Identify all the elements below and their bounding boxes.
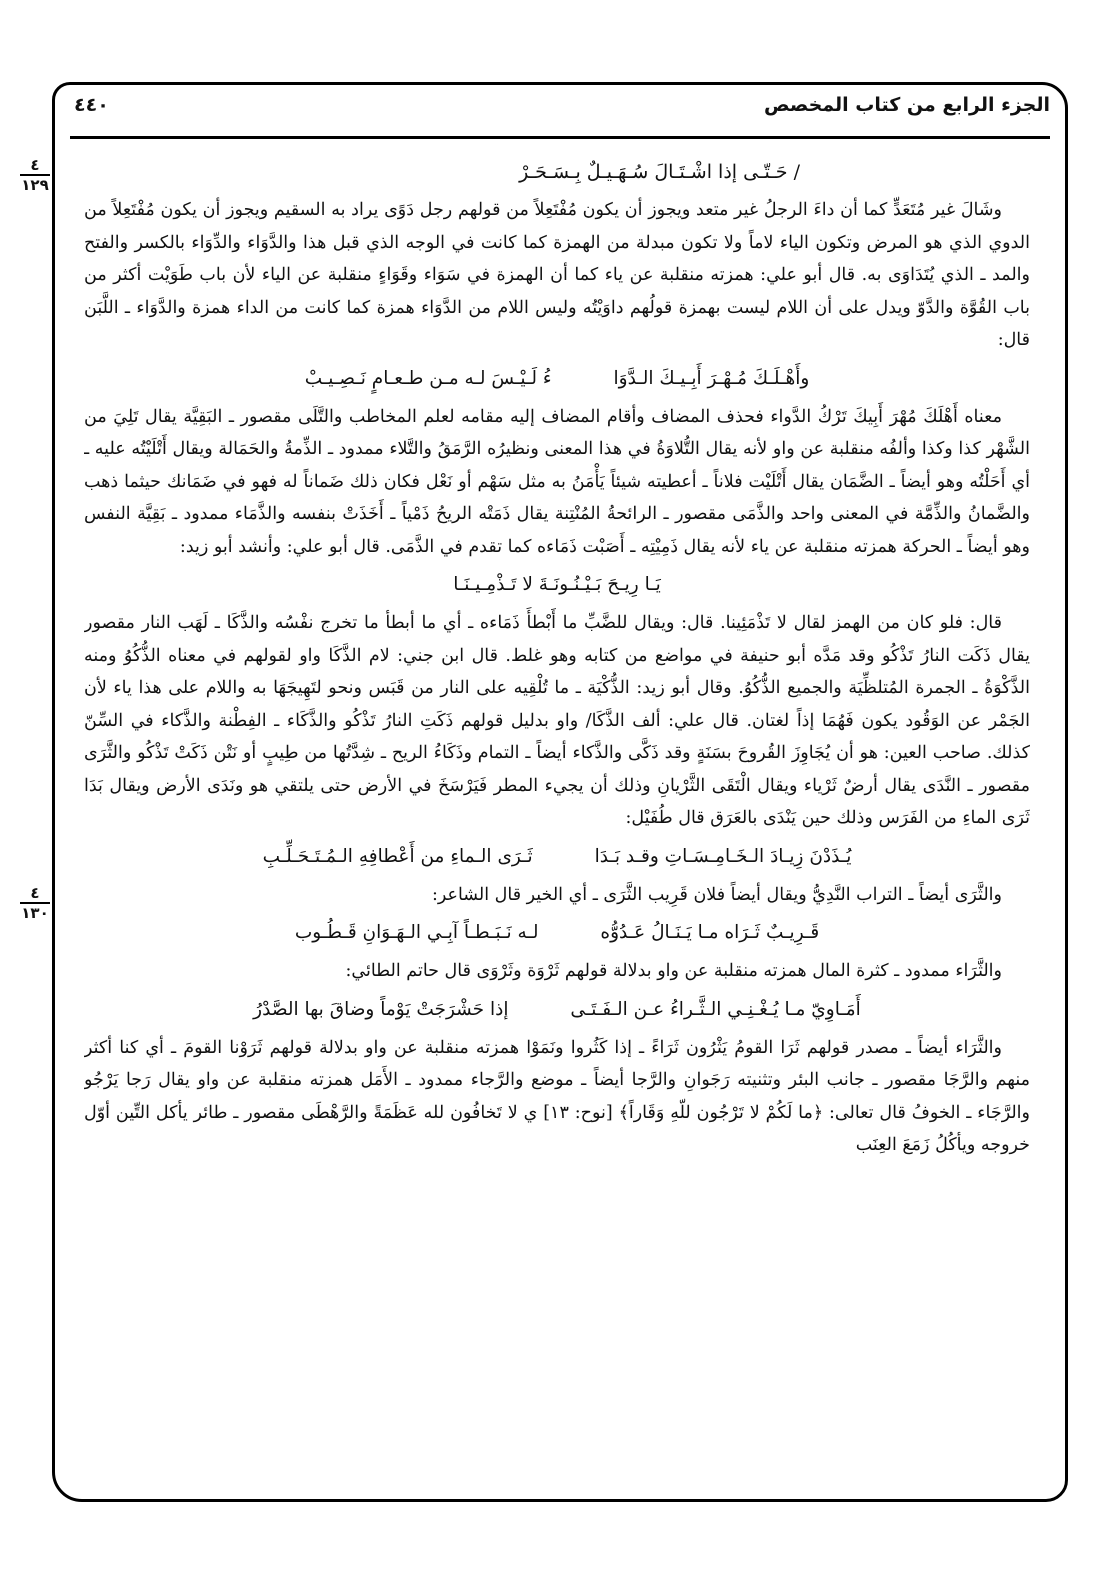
verse-first-hemistich: وأَهْـلَـكَ مُـهْـرَ أَبِـيـكَ الـدَّوَا [613, 367, 810, 389]
margin-mark-volume: ٤ [20, 158, 50, 176]
verse-second-hemistich: إذا حَشْرَجَتْ يَوْماً وضاقَ بها الصَّدْرُ [253, 998, 509, 1020]
verse-couplet [84, 357, 1030, 401]
verse-couplet [84, 911, 1030, 955]
margin-mark-page: ١٢٩ [21, 176, 49, 194]
header-rule [70, 136, 1050, 139]
verse-couplet [84, 835, 1030, 879]
page-body [84, 150, 1030, 1480]
margin-reference-mark [20, 158, 50, 192]
margin-mark-volume: ٤ [20, 886, 50, 904]
verse-line: / حَـتّـى إذا اشْـتَـالَ سُـهَـيـلٌ بِـسَـحَـرْ [519, 161, 800, 183]
margin-reference-mark [20, 886, 50, 920]
verse-second-hemistich: ءُ لَـيْـسَ لـه مـن طـعـامٍ نَـصِـيـبْ [304, 367, 552, 389]
verse-couplet [84, 988, 1030, 1032]
verse-second-hemistich: لـه نَـبَـطـاً آبِـي الـهَـوَانِ قَـطُـوب [294, 922, 539, 943]
verse-first-hemistich: أَمَـاوِيّ مـا يُـغْـنِـي الـثَّـراءُ عـن الـفَـتَـى [570, 998, 861, 1020]
page-number: ٤٤٠ [74, 94, 109, 116]
verse-second-hemistich: ثَـرَى الـماءِ من أَعْطافِهِ الـمُـتَـحَـلِّـبِ [262, 845, 533, 867]
body-paragraph: قال: فلو كان من الهمز لقال لا تَذْمَئِينا. قال: ويقال للضَّبِّ ما أَبْطأَ ذَمَاءه ـ أي ما أبطأ ما تخرج نفْسُه والذَّكَا ـ لَهَب النار مقصور يقال ذَكَت النارُ تَذْكُو وقد مَدَّه أبو حنيفة في مواضع من كتابه وهو غلط. قال ابن جني: لام الذَّكَا واو لقولهم في معناه الذُّكُوُ ومنه الذَّكْوَةُ ـ الجمرة المُتلظِّيَة والجميع الذُّكُوُ. وقال أبو زيد: الذُّكْيَة ـ ما تُلْقِيه على النار من قَبَس ونحو لتَهِيجَهَا به واللام على هذا ياء لأن الجَمْر عن الوَقُود يكون فَهُمَا إذاً لغتان. قال علي: ألف الذَّكَا/ واو بدليل قولهم ذَكَتِ النارُ تَذْكُو والذَّكَاء ـ الفِطْنة والذَّكاء في السِّنّ كذلك. صاحب العين: هو أن يُجَاوِزَ القُروحَ بسَنَةٍ وقد ذَكَّى والذَّكاء أيضاً ـ التمام وذَكَاءُ الريح ـ شِدَّتُها من طِيبٍ أو نَتْن ذَكَتْ تَذْكُو والثَّرَى مقصور ـ النَّدَى يقال أرضٌ ثَرْياء ويقال الْتَقَى الثَّرْيانِ وذلك أن يجيء المطر فَيَرْسَخَ في الأرض حتى يلتقي هو ونَدَى الأرض ويقال بَدَا ثَرَى الماءِ من الفَرَس وذلك حين يَنْدَى بالعَرَق قال طُفَيْل: [84, 613, 1030, 828]
body-paragraph: والثَّرَاء أيضاً ـ مصدر قولهم ثَرَا القومُ يَثْرُون ثَرَاءً ـ إذا كَثُروا ونَمَوْا همزته منقلبة عن واو بدلالة قولهم ثَرَوْنا القومَ ـ أي كنا أكثر منهم والرَّجَا مقصور ـ جانب البئر وتثنيته رَجَوانِ والرَّجا أيضاً ـ موضع والرَّجاء ممدود ـ الأَمَل همزته منقلبة عن واو يقال رَجا يَرْجُو والرَّجَاء ـ الخوفُ قال تعالى: ﴿ما لَكُمْ لا تَرْجُون للّهِ وَقَاراً﴾ [نوح: ١٣] ي لا تَخافُون لله عَظَمَةً والرَّهْطَى مقصور ـ طائر يأكل التِّين أوّل خروجه ويأكُلُ زَمَعَ العِنَب [84, 1037, 1030, 1155]
verse-line: يَـا رِيـحَ بَـيْـنُـونَـةَ لا تَـذْمِـيـنَـا [453, 574, 661, 595]
body-paragraph: والثَّرَى أيضاً ـ التراب النَّدِيُّ ويقال أيضاً فلان قَرِيب الثَّرَى ـ أي الخير قال الشاعر: [431, 884, 1002, 905]
body-paragraph: وشَالَ غير مُتَعَدٍّ كما أن داءَ الرجلُ غير متعد ويجوز أن يكون مُفْتَعِلاً من قولهم رجل دَوًى يراد به السقيم ويجوز أن يكون مُفْتَعِلاً من الدوي الذي هو المرض وتكون الياء لاماً ولا تكون مبدلة من الهمزة كما كانت في الوجه الذي قبل هذا والدَّوَاء والدِّوَاء بالكسر والفتح والمد ـ الذي يُتَدَاوَى به. قال أبو علي: همزته منقلبة عن ياء كما أن الهمزة في سَوَاء وقَوَاءٍ منقلبة عن الياء لأن باب طَوَيْت أكثر من باب القُوَّة والدَّوّ ويدل على أن اللام ليست بهمزة قولُهم داوَيْتُه وليس اللام من الدَّوَاء همزة كما كانت من الداء همزة والدَّوَاء ـ اللَّبَن قال: [84, 200, 1030, 350]
body-paragraph: والثَّرَاء ممدود ـ كثرة المال همزته منقلبة عن واو بدلالة قولهم ثَرْوَة وثَرْوَى قال حاتم الطائي: [345, 961, 1002, 981]
margin-mark-page: ١٣٠ [21, 904, 49, 922]
page-header [70, 92, 1050, 128]
verse-first-hemistich: يُـذَدْنَ زِيـادَ الـخَـامِـسَـاتِ وقـد بَـدَا [594, 845, 852, 867]
verse-first-hemistich: قَـرِيـبٌ ثَـرَاه مـا يَـنَـالُ عَـدُوُّه [600, 922, 820, 943]
running-title: الجزء الرابع من كتاب المخصص [763, 94, 1050, 116]
body-paragraph: معناه أَهْلَكَ مُهْرَ أَبِيكَ تَرْكُ الدَّواء فحذف المضاف وأقام المضاف إليه مقامه لعلم المخاطب والتَّلَى مقصور ـ البَقِيَّة يقال تَلِيَ من الشَّهْر كذا وكذا وألفُه منقلبة عن واو لأنه يقال التُّلاوَةُ في هذا المعنى ونظيرُه الرَّمَقُ والتَّلاء ممدود ـ الذِّمةُ والحَمَالة ويقال أَتْلَيْتُه عليه ـ أي أَحَلْتُه وهو أيضاً ـ الضَّمَان يقال أَتْلَيْت فلاناً ـ أعطيته شيئاً يَأْمَنُ به مثل سَهْم أو نَعْل فكان ذلك ضَماناً له فهو في ضَمَانك حيثما ذهب والضَّمانُ والذِّمَّة في المعنى واحد والذَّمَى مقصور ـ الرائحةُ المُنْتِنة يقال ذَمَتْه الريحُ ذَمْياً ـ أَخَذَتْ بنفسه والذَّمَاء ممدود ـ بَقِيَّة النفس وهو أيضاً ـ الحركة همزته منقلبة عن ياء لأنه يقال ذَمِيْتِه ـ أَصَبْت ذَمَاءه كما تقدم في الذَّمَى. قال أبو علي: وأنشد أبو زيد: [84, 406, 1030, 557]
